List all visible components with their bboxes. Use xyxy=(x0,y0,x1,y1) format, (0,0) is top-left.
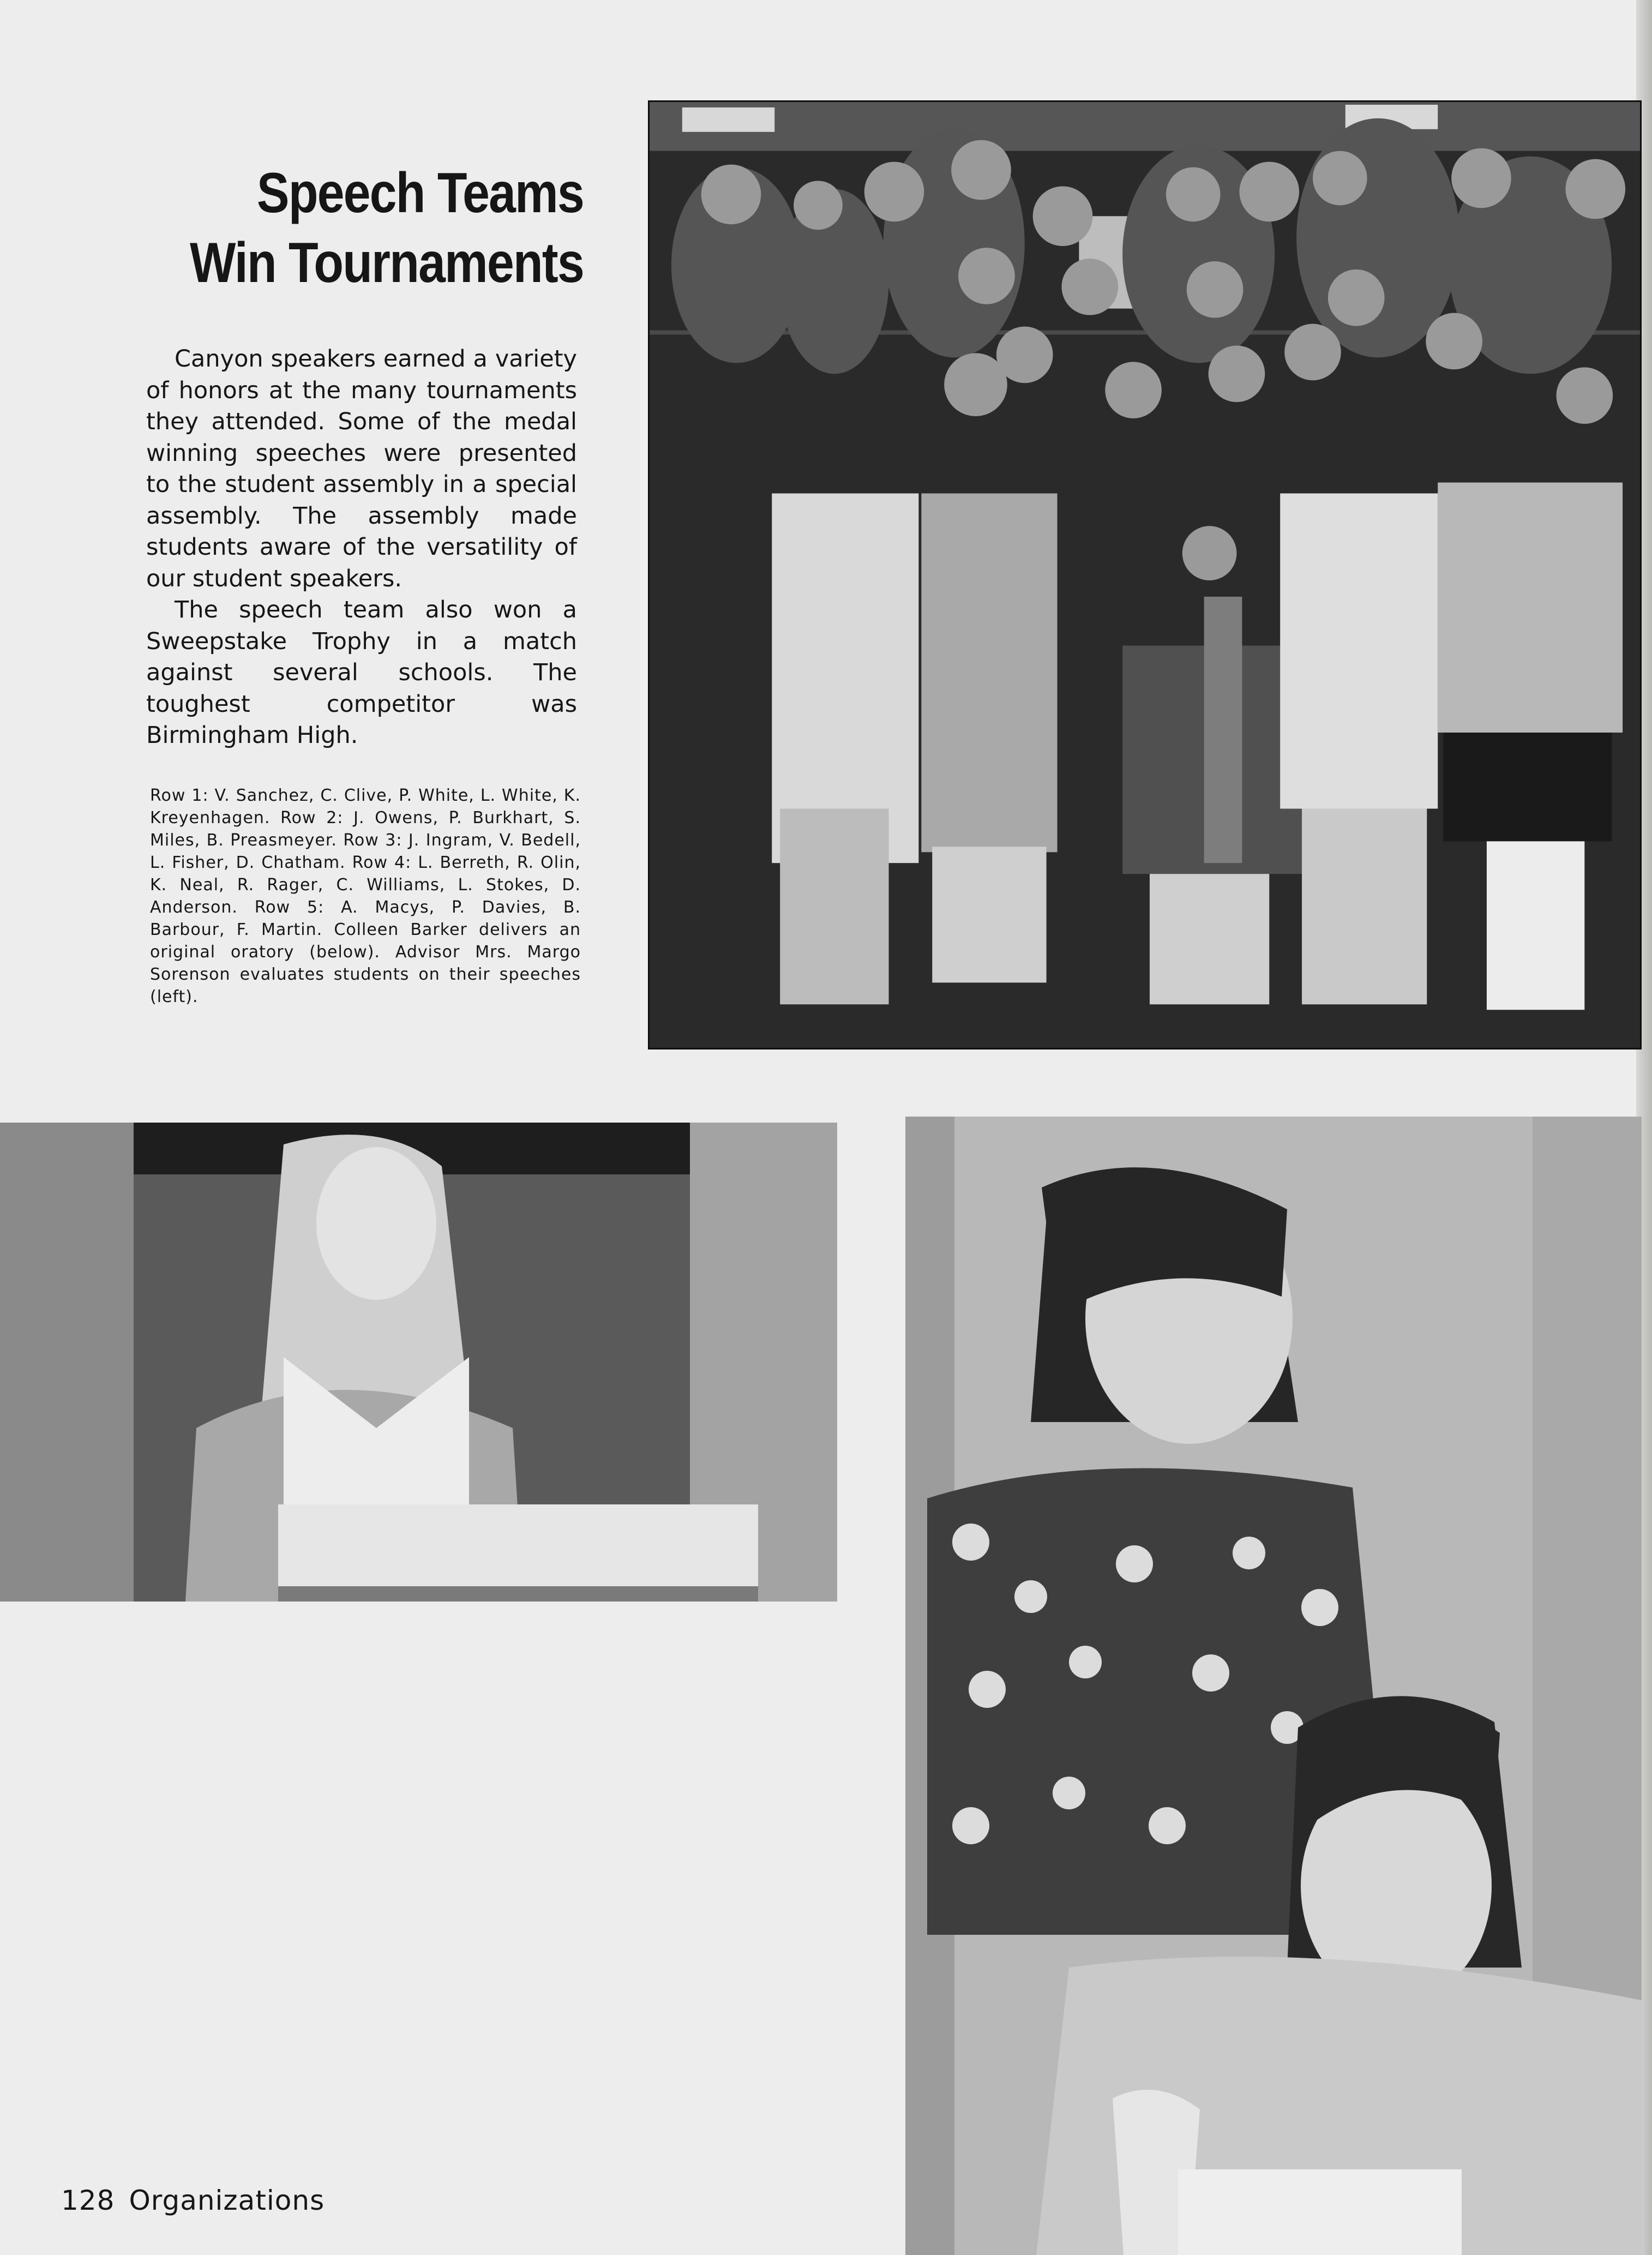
advisor-photo xyxy=(905,1117,1642,2255)
article-headline xyxy=(176,158,584,298)
article-body xyxy=(146,344,577,752)
headline-line-2: Win Tournaments xyxy=(189,231,584,295)
group-photo-image xyxy=(650,102,1640,1048)
podium-photo xyxy=(0,1123,837,1602)
section-name: Organizations xyxy=(129,2185,325,2216)
photo-caption: Row 1: V. Sanchez, C. Clive, P. White, L. White, K. Kreyenhagen. Row 2: J. Owens, P. Burkhart, S. Miles, B. Preasmeyer. Row 3: J. Ingram, V. Bedell, L. Fisher, D. Chatham. Row 4: L. Berreth, R. Olin, K. Neal, R. Rager, C. Williams, L. Stokes, D. Anderson. Row 5: A. Macys, P. Davies, B. Barbour, F. Martin. Colleen Barker delivers an original oratory (below). Advisor Mrs. Margo Sorenson evaluates students on their speeches (left). xyxy=(150,786,581,1006)
page-footer xyxy=(61,2184,339,2217)
group-photo xyxy=(648,100,1642,1049)
headline-line-1: Speech Teams xyxy=(256,161,584,225)
body-paragraph-2: The speech team also won a Sweepstake Trophy in a match against several schools. The toughest competitor was Birmingham High. xyxy=(146,596,577,749)
body-paragraph-1: Canyon speakers earned a variety of honors at the many tournaments they attended. Some of the medal winning speeches were presented to the student assembly in a special assembly. The assembly made students aware of the versatility of our student speakers. xyxy=(146,345,577,592)
page-number: 128 xyxy=(61,2185,115,2216)
advisor-photo-image xyxy=(905,1117,1642,2255)
podium-photo-image xyxy=(0,1123,837,1602)
